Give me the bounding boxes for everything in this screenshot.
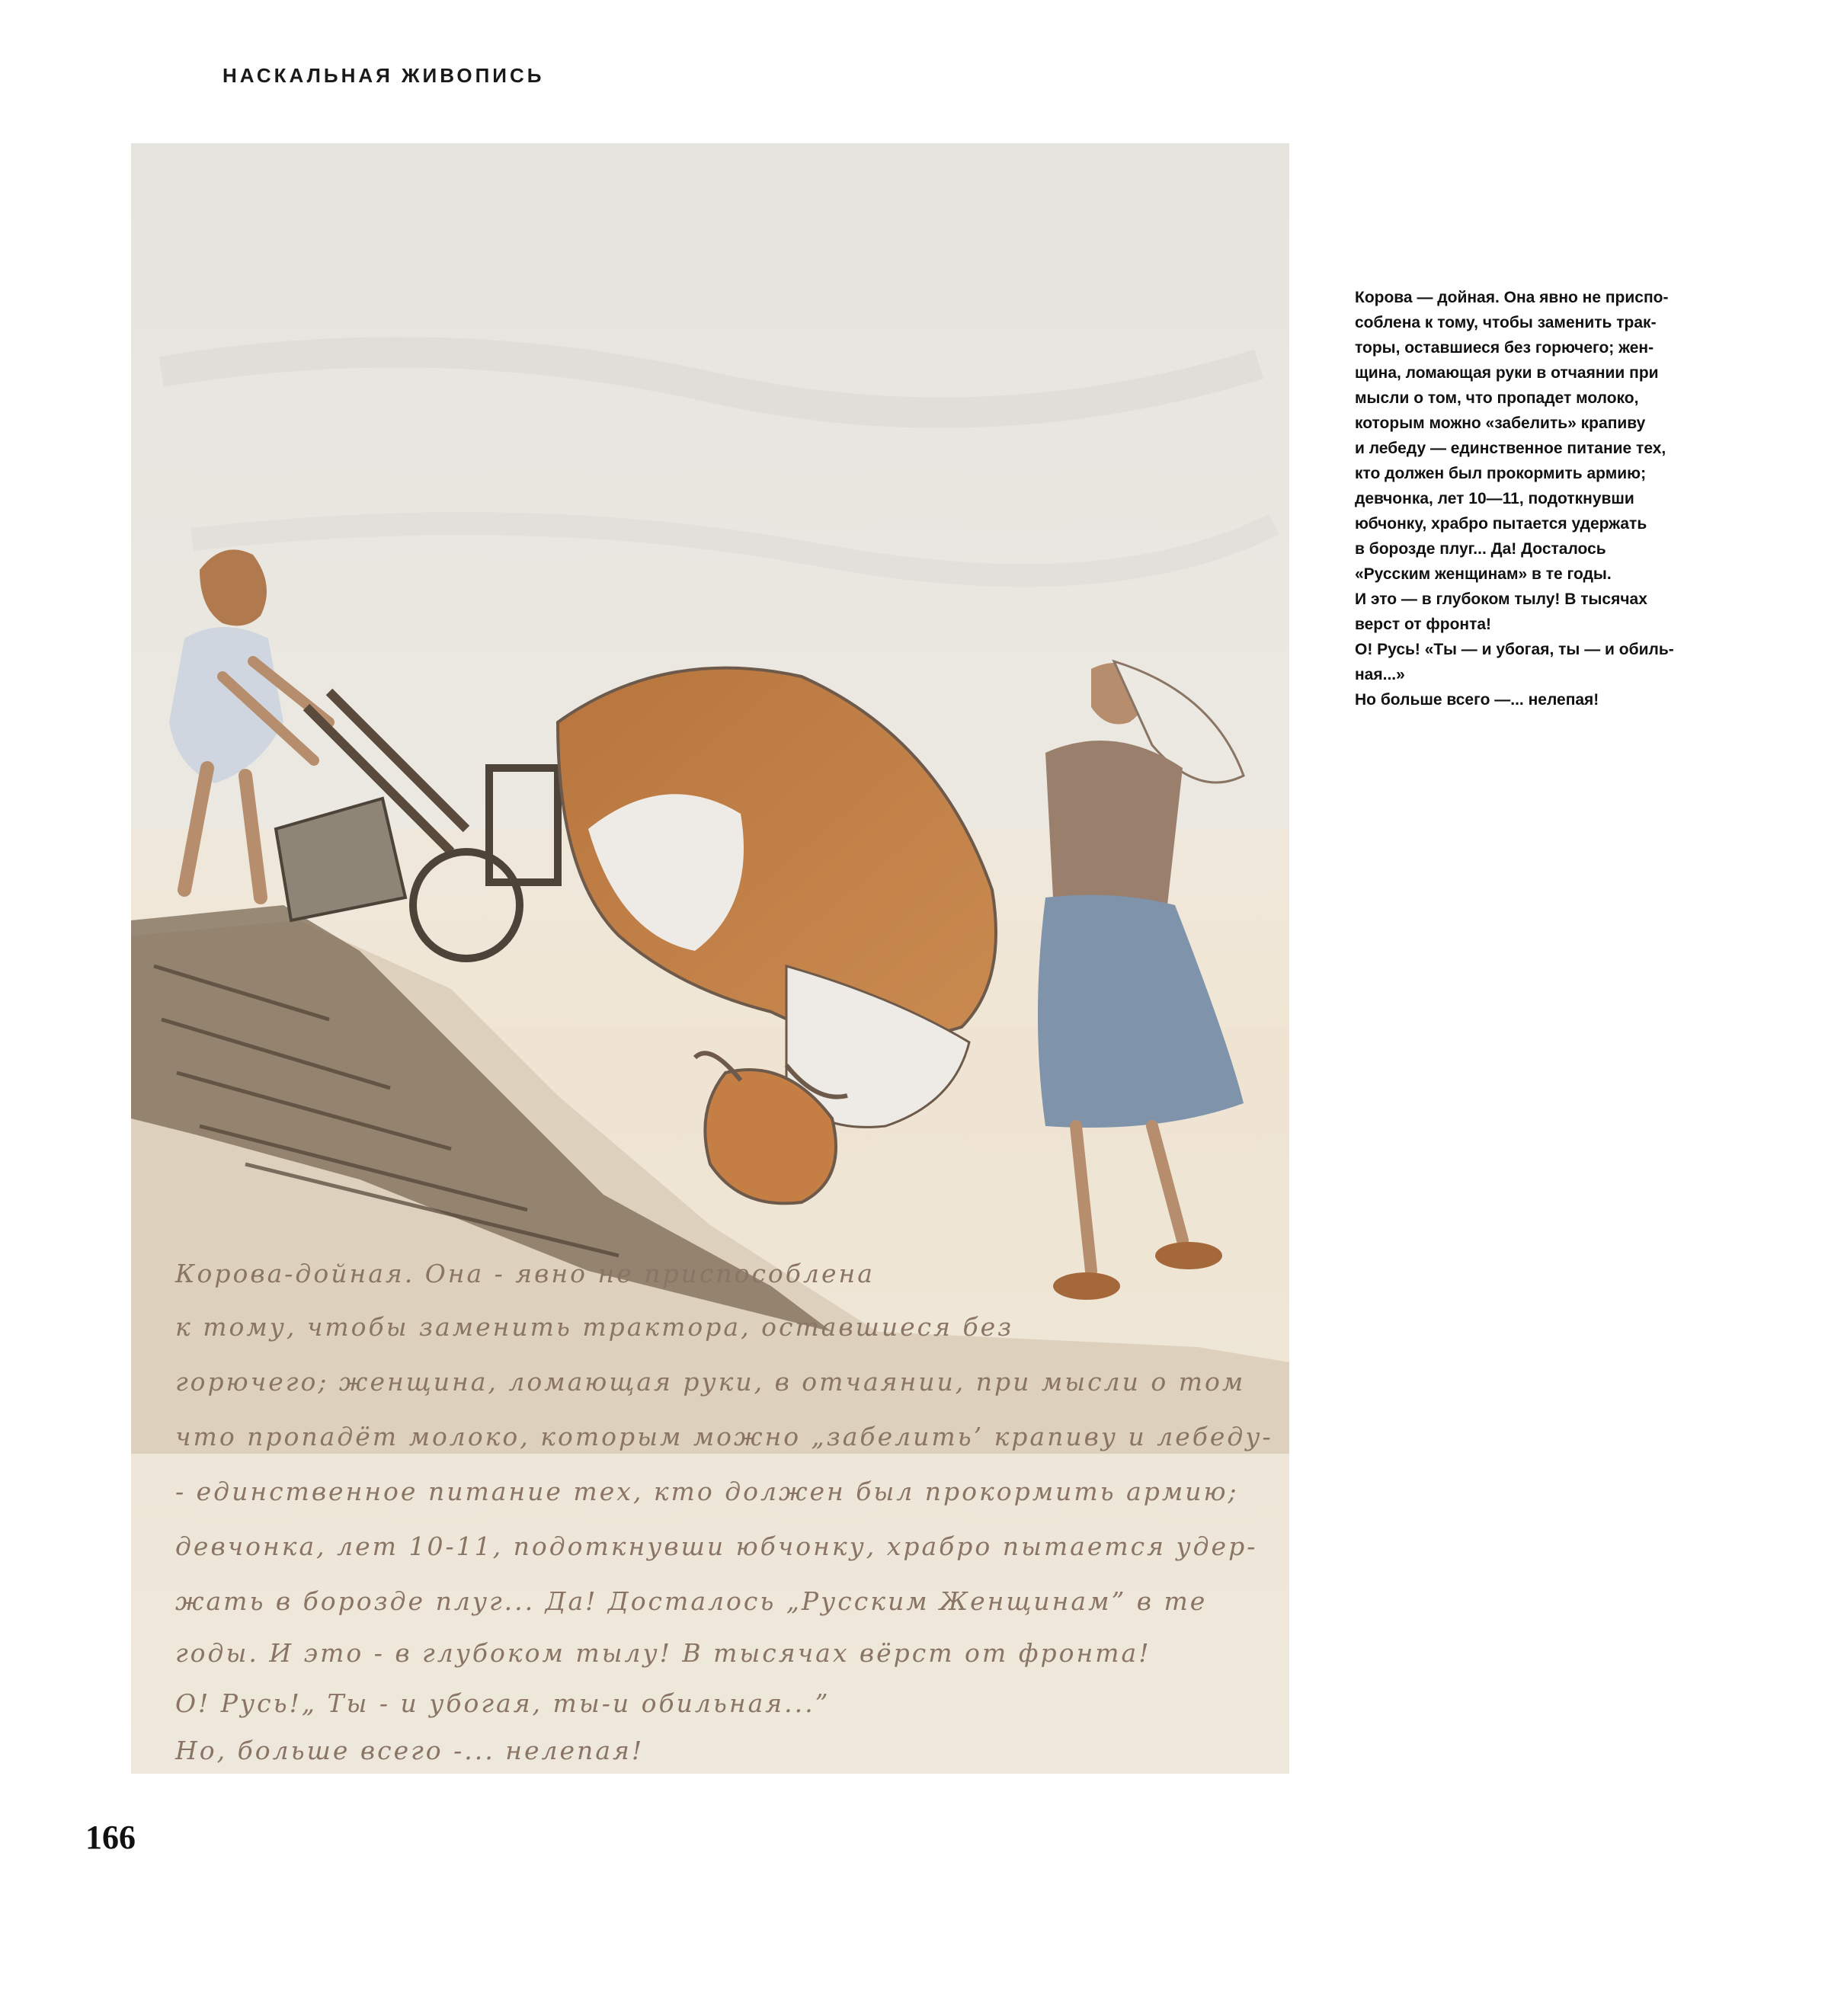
caption-line: торы, оставшиеся без горючего; жен- [1355, 339, 1654, 357]
caption-text [1355, 285, 1751, 712]
caption-line: мысли о том, что пропадет молоко, [1355, 389, 1639, 407]
illustration-plate [131, 143, 1289, 1774]
handwritten-line: девчонка, лет 10-11, подоткнувши юбчонку, храбро пытается удер- [175, 1531, 1258, 1561]
caption-line: и лебеду — единственное питание тех, [1355, 440, 1666, 457]
caption-line: верст от фронта! [1355, 616, 1492, 633]
caption-line: юбчонку, храбро пытается удержать [1355, 515, 1647, 533]
caption-line: девчонка, лет 10—11, подоткнувши [1355, 490, 1634, 507]
caption-line: кто должен был прокормить армию; [1355, 465, 1647, 482]
handwritten-line: Но, больше всего -... нелепая! [175, 1736, 645, 1765]
caption-line: О! Русь! «Ты — и убогая, ты — и обиль- [1355, 641, 1674, 658]
handwritten-line: О! Русь!„ Ты - и убогая, ты-и обильная...” [175, 1688, 831, 1718]
handwritten-line: горючего; женщина, ломающая руки, в отчаянии, при мысли о том [175, 1367, 1246, 1397]
caption-line: которым можно «забелить» крапиву [1355, 414, 1646, 432]
handwritten-line: к тому, чтобы заменить трактора, оставшиеся без [175, 1312, 1014, 1342]
caption-line: Но больше всего —... нелепая! [1355, 691, 1599, 709]
caption-line: щина, ломающая руки в отчаянии при [1355, 364, 1659, 382]
caption-line: И это — в глубоком тылу! В тысячах [1355, 590, 1647, 608]
handwritten-line: жать в борозде плуг... Да! Досталось „Русским Женщинам” в те [175, 1586, 1208, 1616]
handwritten-line: что пропадёт молоко, которым можно „забелить’ крапиву и лебеду- [175, 1422, 1273, 1451]
caption-line: ная...» [1355, 666, 1405, 683]
caption-line: Корова — дойная. Она явно не приспо- [1355, 289, 1669, 306]
pencil-drawing [131, 143, 1289, 1774]
running-head: НАСКАЛЬНАЯ ЖИВОПИСЬ [222, 64, 545, 87]
handwritten-line: - единственное питание тех, кто должен был прокормить армию; [175, 1477, 1239, 1506]
handwritten-line: годы. И это - в глубоком тылу! В тысячах вёрст от фронта! [175, 1638, 1151, 1668]
caption-line: соблена к тому, чтобы заменить трак- [1355, 314, 1657, 331]
page-number: 166 [85, 1819, 136, 1856]
caption-line: в борозде плуг... Да! Досталось [1355, 540, 1606, 558]
caption-line: «Русским женщинам» в те годы. [1355, 565, 1612, 583]
handwritten-line: Корова-дойная. Она - явно не приспособлена [175, 1259, 875, 1288]
